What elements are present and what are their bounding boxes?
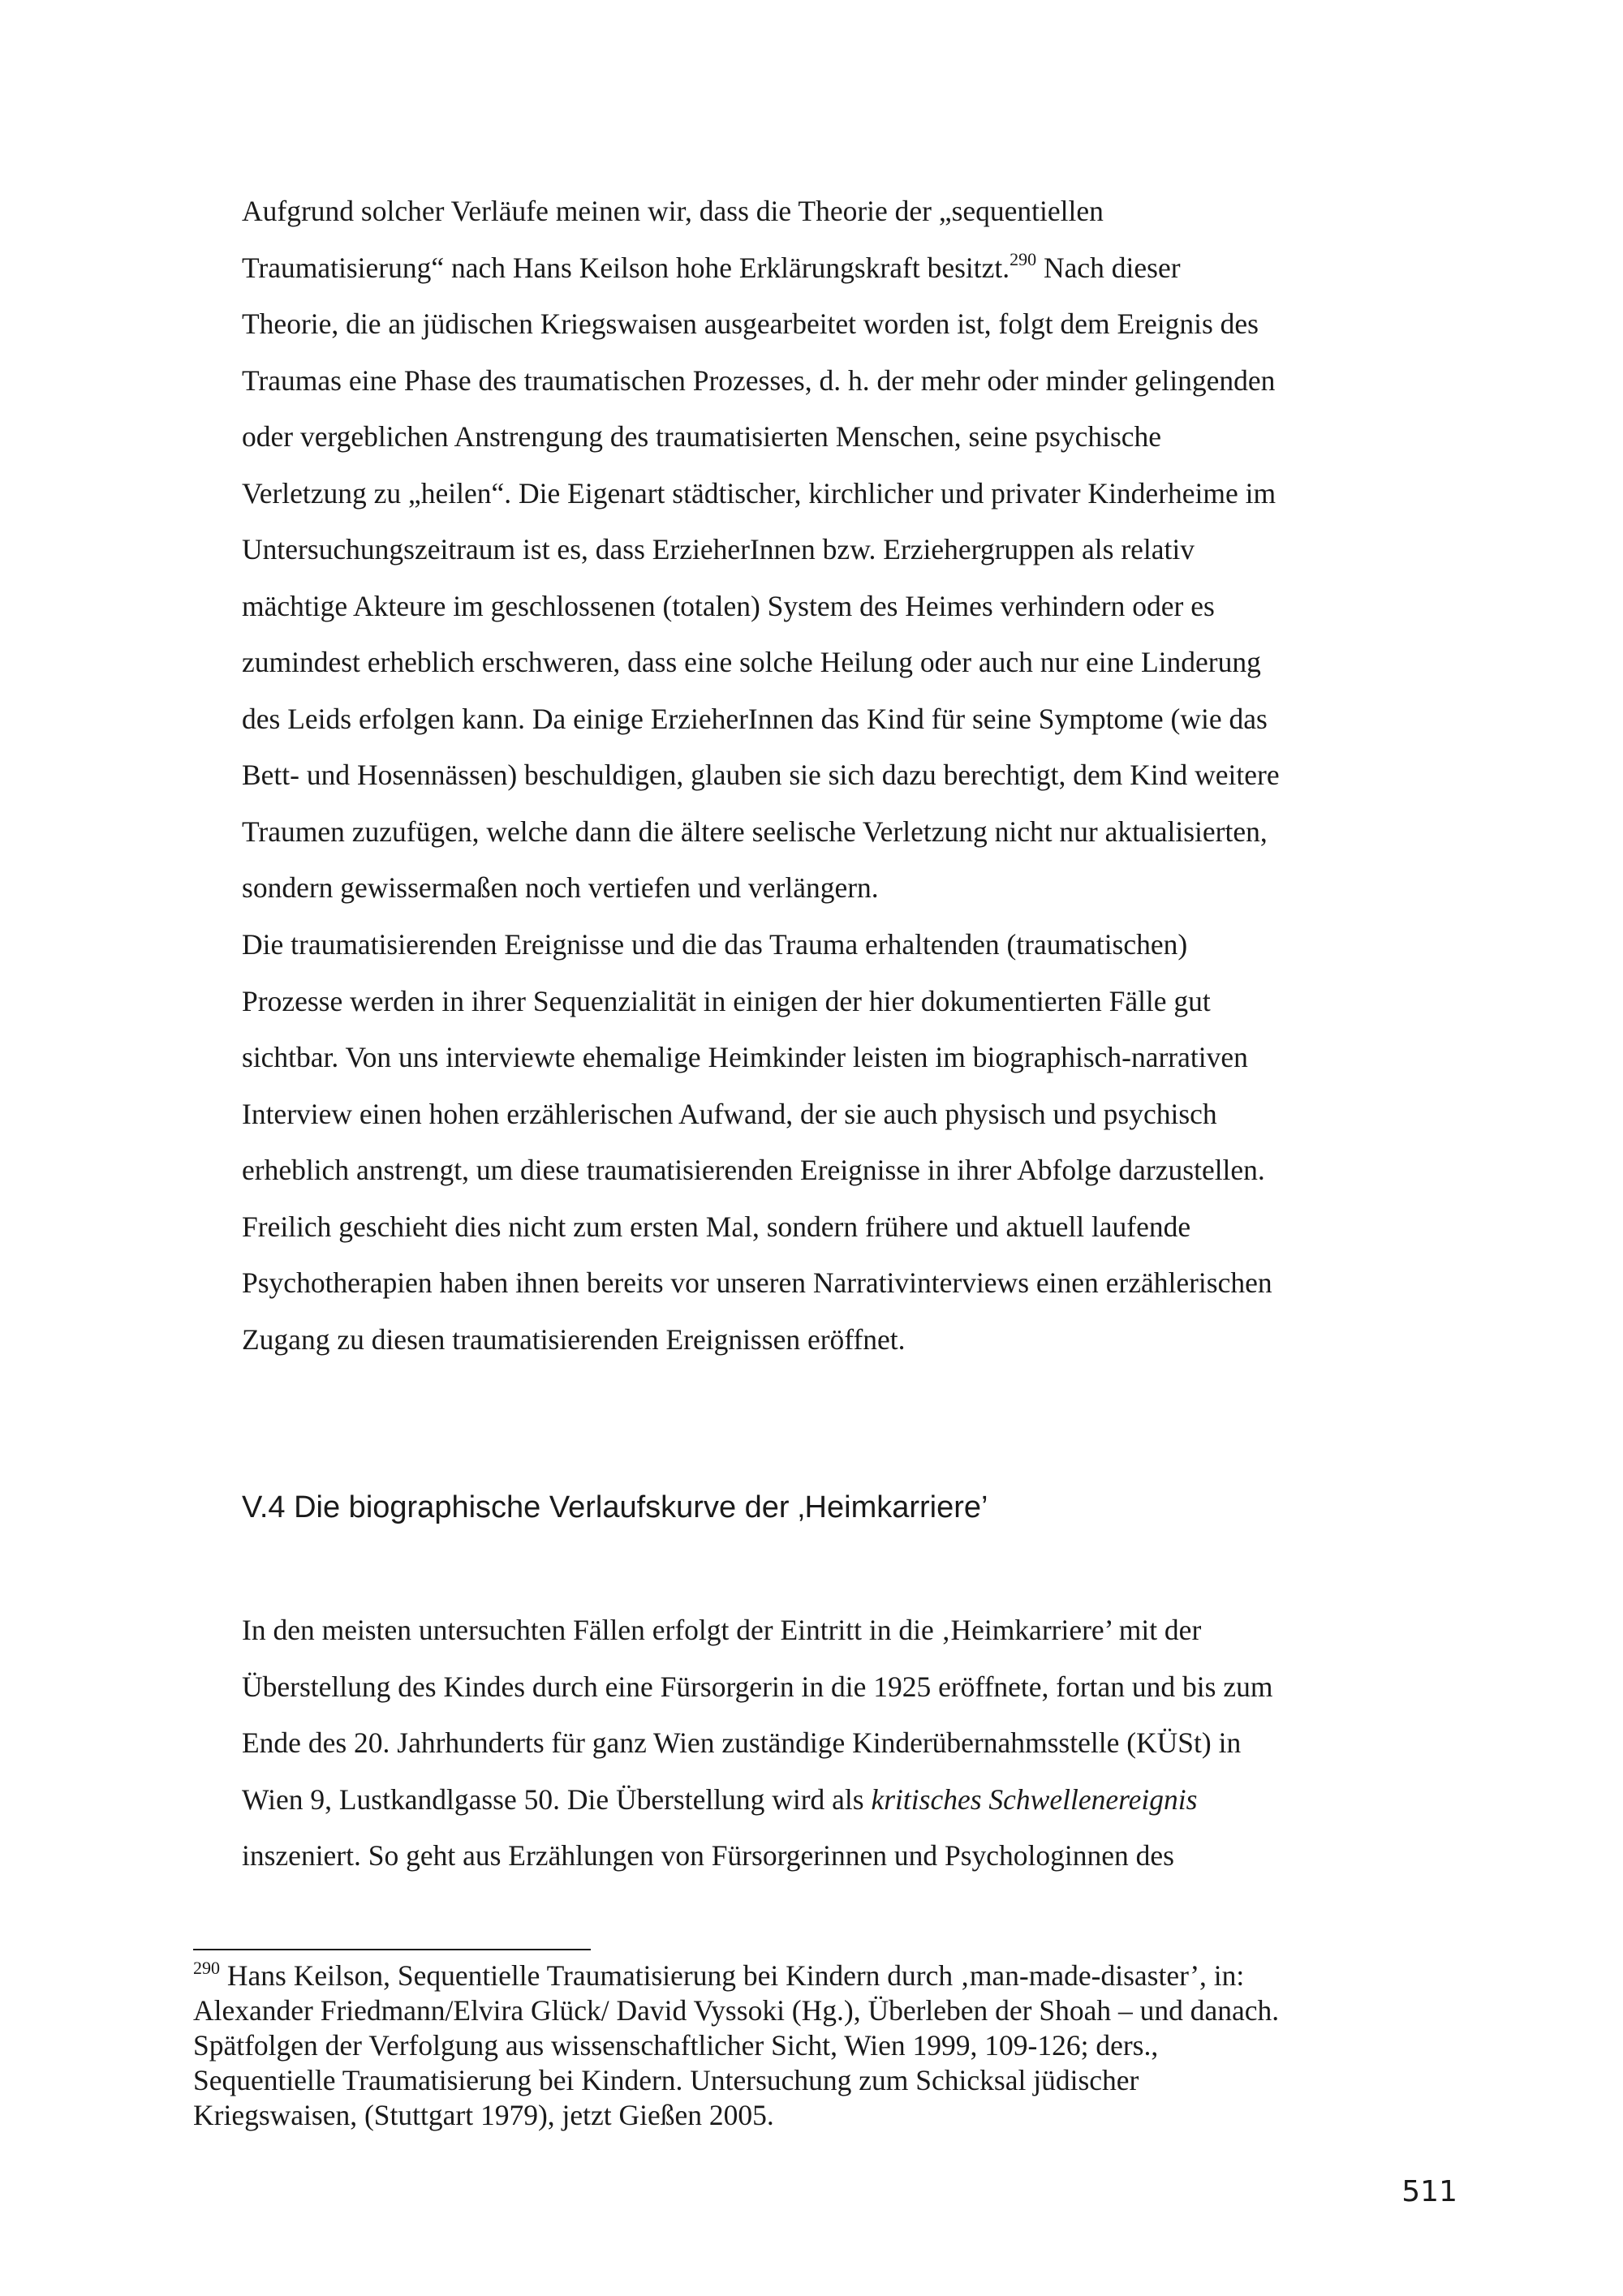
text-segment: Hans Keilson, Sequentielle Traumatisierung bei Kindern durch ‚man-made-disaster’, in: xyxy=(220,1959,1245,1992)
text-line: zumindest erheblich erschweren, dass eine solche Heilung oder auch nur eine Linderung xyxy=(242,646,1261,678)
footnote-line: Sequentielle Traumatisierung bei Kindern. Untersuchung zum Schicksal jüdischer xyxy=(193,2064,1139,2096)
paragraph-1 xyxy=(242,183,1443,917)
text-line: Prozesse werden in ihrer Sequenzialität in einigen der hier dokumentierten Fälle gut xyxy=(242,984,1211,1017)
section-heading: V.4 Die biographische Verlaufskurve der ‚Heimkarriere’ xyxy=(242,1490,988,1524)
text-segment: Traumatisierung“ nach Hans Keilson hohe Erklärungskraft besitzt. xyxy=(242,251,1010,284)
text-line: sondern gewissermaßen noch vertiefen und verlängern. xyxy=(242,871,879,904)
text-line: mächtige Akteure im geschlossenen (totalen) System des Heimes verhindern oder es xyxy=(242,589,1215,622)
text-line: Theorie, die an jüdischen Kriegswaisen ausgearbeitet worden ist, folgt dem Ereignis des xyxy=(242,307,1259,340)
text-line: Traumen zuzufügen, welche dann die ältere seelische Verletzung nicht nur aktualisierten, xyxy=(242,815,1268,848)
text-segment: Nach dieser xyxy=(1036,251,1181,284)
text-line: Die traumatisierenden Ereignisse und die das Trauma erhaltenden (traumatischen) xyxy=(242,928,1188,961)
text-line: Freilich geschieht dies nicht zum ersten Mal, sondern frühere und aktuell laufende xyxy=(242,1210,1191,1243)
text-line: Interview einen hohen erzählerischen Aufwand, der sie auch physisch und psychisch xyxy=(242,1097,1217,1130)
text-line: Aufgrund solcher Verläufe meinen wir, dass die Theorie der „sequentiellen xyxy=(242,195,1104,227)
text-line: In den meisten untersuchten Fällen erfolgt der Eintritt in die ‚Heimkarriere’ mit der xyxy=(242,1614,1202,1646)
text-line xyxy=(242,1772,1443,1829)
text-line: erheblich anstrengt, um diese traumatisierenden Ereignisse in ihrer Abfolge darzustellen. xyxy=(242,1154,1265,1186)
paragraph-2 xyxy=(242,917,1443,1368)
text-line: Psychotherapien haben ihnen bereits vor unseren Narrativinterviews einen erzählerischen xyxy=(242,1266,1272,1299)
paragraph-3 xyxy=(242,1602,1443,1885)
text-line: Traumas eine Phase des traumatischen Prozesses, d. h. der mehr oder minder gelingenden xyxy=(242,363,1276,397)
text-line: Untersuchungszeitraum ist es, dass ErzieherInnen bzw. Erziehergruppen als relativ xyxy=(242,533,1195,565)
text-line: Verletzung zu „heilen“. Die Eigenart städtischer, kirchlicher und privater Kinderheime im xyxy=(242,476,1276,510)
text-line: sichtbar. Von uns interviewte ehemalige Heimkinder leisten im biographisch-narrativen xyxy=(242,1041,1248,1073)
text-line: inszeniert. So geht aus Erzählungen von Fürsorgerinnen und Psychologinnen des xyxy=(242,1839,1174,1872)
footnote-line xyxy=(193,1958,1459,1993)
text-line: des Leids erfolgen kann. Da einige ErzieherInnen das Kind für seine Symptome (wie das xyxy=(242,702,1268,735)
page-number: 511 xyxy=(1401,2175,1457,2208)
footnote-number: 290 xyxy=(193,1958,220,1978)
emphasized-term: kritisches Schwellenereignis xyxy=(871,1782,1198,1816)
text-line: Bett- und Hosennässen) beschuldigen, glauben sie sich dazu berechtigt, dem Kind weitere xyxy=(242,759,1280,791)
footnote-line: Alexander Friedmann/Elvira Glück/ David Vyssoki (Hg.), Überleben der Shoah – und danach. xyxy=(193,1994,1280,2027)
text-line: Ende des 20. Jahrhunderts für ganz Wien zuständige Kinderübernahmsstelle (KÜSt) in xyxy=(242,1726,1242,1759)
footnote-separator xyxy=(193,1949,591,1950)
footnote-line: Spätfolgen der Verfolgung aus wissenschaftlicher Sicht, Wien 1999, 109-126; ders., xyxy=(193,2029,1159,2062)
text-line xyxy=(242,240,1443,297)
text-line: Zugang zu diesen traumatisierenden Ereignissen eröffnet. xyxy=(242,1322,906,1356)
footnote-reference[interactable]: 290 xyxy=(1010,248,1037,269)
text-segment: Wien 9, Lustkandlgasse 50. Die Überstellung wird als xyxy=(242,1782,872,1816)
footnote-line: Kriegswaisen, (Stuttgart 1979), jetzt Gießen 2005. xyxy=(193,2099,774,2131)
footnote xyxy=(193,1958,1459,2133)
text-line: Überstellung des Kindes durch eine Fürsorgerin in die 1925 eröffnete, fortan und bis zum xyxy=(242,1670,1273,1703)
text-line: oder vergeblichen Anstrengung des traumatisierten Menschen, seine psychische xyxy=(242,420,1162,453)
